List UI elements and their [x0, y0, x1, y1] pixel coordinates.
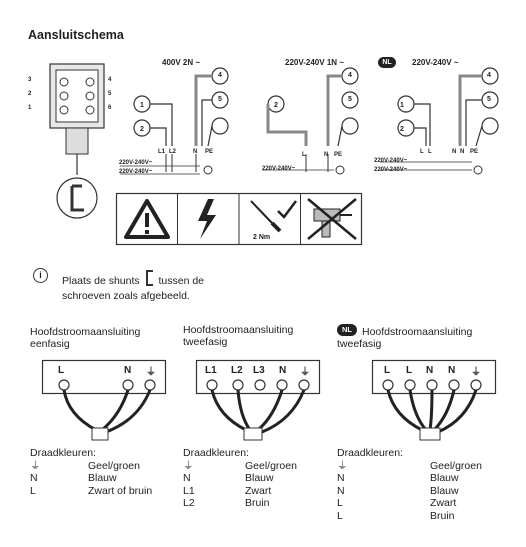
torque-label: 2 Nm [253, 234, 271, 241]
earth-icon: ⏚ [30, 459, 41, 472]
terminal-label-5: 5 [108, 91, 112, 97]
note-line1b: tussen de [158, 275, 205, 287]
s3-term-N-1: N [426, 365, 434, 376]
s3-row0-color: Geel/groen [430, 459, 482, 472]
info-icon: i [33, 268, 48, 283]
s1-row0-color: Geel/groen [88, 459, 140, 472]
section1-heading [30, 326, 140, 350]
s2-row3-key: L2 [183, 497, 195, 509]
diagram1-voltage: 400V 2N ~ [162, 58, 201, 67]
d3-term-N-2: N [460, 149, 465, 155]
d2-term-PE: PE [334, 152, 343, 158]
s1-row1-key: N [30, 472, 38, 484]
s2-row2-color: Zwart [245, 484, 272, 497]
d3-supply-1: 220V-240V~ [374, 158, 408, 164]
diagram3-voltage: 220V-240V ~ [412, 58, 459, 67]
terminal-label-3: 3 [28, 77, 32, 83]
section3-title2: tweefasig [337, 338, 382, 350]
s2-term-L3: L3 [253, 365, 265, 376]
s3-term-N-2: N [448, 365, 456, 376]
terminal-label-2: 2 [28, 91, 32, 97]
num-2-b: 2 [274, 102, 278, 109]
section2-wire-colors [183, 447, 323, 510]
section1-title2: eenfasig [30, 338, 70, 350]
s3-row4-key: L [337, 509, 343, 522]
num-1-a: 1 [140, 102, 144, 109]
s2-row3-color: Bruin [245, 497, 270, 509]
d1-supply-1: 220V-240V~ [119, 160, 153, 166]
s1-term-L: L [58, 365, 65, 376]
d1-supply-2: 220V-240V~ [119, 169, 153, 175]
s1-term-earth: ⏚ [146, 367, 156, 378]
s3-term-earth: ⏚ [471, 367, 481, 378]
s3-row2-key: N [337, 484, 345, 497]
terminal-label-1: 1 [28, 105, 32, 111]
s3-row4-color: Bruin [430, 509, 455, 522]
s3-row2-color: Blauw [430, 484, 459, 497]
terminal-label-4: 4 [108, 77, 112, 83]
earth-icon: ⏚ [337, 459, 348, 472]
num-1-c: 1 [400, 102, 404, 109]
s2-term-N: N [279, 365, 287, 376]
note-line1: Plaats de shunts [62, 275, 140, 287]
s3-term-L-1: L [384, 365, 391, 376]
s2-row1-key: N [183, 472, 191, 484]
s2-term-L2: L2 [231, 365, 243, 376]
s3-row3-key: L [337, 497, 343, 509]
s1-row2-color: Zwart of bruin [88, 484, 153, 497]
section2-title1: Hoofdstroomaansluiting [183, 324, 294, 336]
nl-badge: NL [337, 324, 357, 336]
section1-title1: Hoofdstroomaansluiting [30, 326, 141, 338]
section3-title1: Hoofdstroomaansluiting [362, 326, 473, 338]
d3-term-L-1: L [420, 149, 424, 155]
d3-term-PE: PE [470, 149, 479, 155]
d1-term-L1: L1 [158, 149, 166, 155]
num-5-b: 5 [348, 96, 352, 103]
s2-term-L1: L1 [205, 365, 217, 376]
s3-term-L-2: L [406, 365, 413, 376]
diagram2-voltage: 220V-240V 1N ~ [285, 58, 344, 67]
d2-term-L: L [302, 152, 306, 158]
d1-term-PE: PE [205, 149, 214, 155]
section2-heading [183, 324, 293, 348]
section1-wire-colors [30, 447, 180, 497]
s3-row3-color: Zwart [430, 497, 457, 509]
num-4-c: 4 [487, 72, 491, 79]
shunt-icon [146, 270, 153, 286]
earth-icon: ⏚ [183, 459, 194, 472]
s2-wire-title: Draadkleuren: [183, 447, 249, 459]
num-4-b: 4 [348, 72, 352, 79]
num-4-a: 4 [218, 72, 222, 79]
note-line2: schroeven zoals afgebeeld. [62, 290, 190, 302]
s1-row2-key: L [30, 484, 36, 497]
s2-row1-color: Blauw [245, 472, 274, 484]
nl-badge-top: NL [378, 57, 396, 68]
s2-term-earth: ⏚ [300, 367, 310, 378]
s3-wire-title: Draadkleuren: [337, 447, 403, 459]
d1-term-N: N [193, 149, 198, 155]
s2-row0-color: Geel/groen [245, 459, 297, 472]
shunt-note [62, 270, 282, 304]
section2-title2: tweefasig [183, 336, 228, 348]
d1-term-L2: L2 [169, 149, 177, 155]
d3-term-L-2: L [428, 149, 432, 155]
s3-row1-key: N [337, 472, 345, 484]
section3-heading [337, 326, 472, 350]
s2-row2-key: L1 [183, 484, 195, 497]
d3-supply-2: 220V-240V~ [374, 167, 408, 173]
page-title: Aansluitschema [28, 28, 124, 42]
num-5-c: 5 [487, 96, 491, 103]
num-2-c: 2 [400, 126, 404, 133]
d3-term-N-1: N [452, 149, 457, 155]
num-5-a: 5 [218, 96, 222, 103]
section3-wire-colors [337, 447, 507, 522]
s1-term-N: N [124, 365, 132, 376]
s1-row1-color: Blauw [88, 472, 117, 484]
wiring-diagram-1n [250, 62, 360, 192]
s3-row1-color: Blauw [430, 472, 459, 484]
safety-icons-strip [116, 193, 362, 245]
num-2-a: 2 [140, 126, 144, 133]
s1-wire-title: Draadkleuren: [30, 447, 96, 459]
d2-supply-1: 220V-240V~ [262, 166, 296, 172]
d2-term-N: N [324, 152, 329, 158]
terminal-label-6: 6 [108, 105, 112, 111]
terminal-block-illustration [36, 60, 126, 260]
